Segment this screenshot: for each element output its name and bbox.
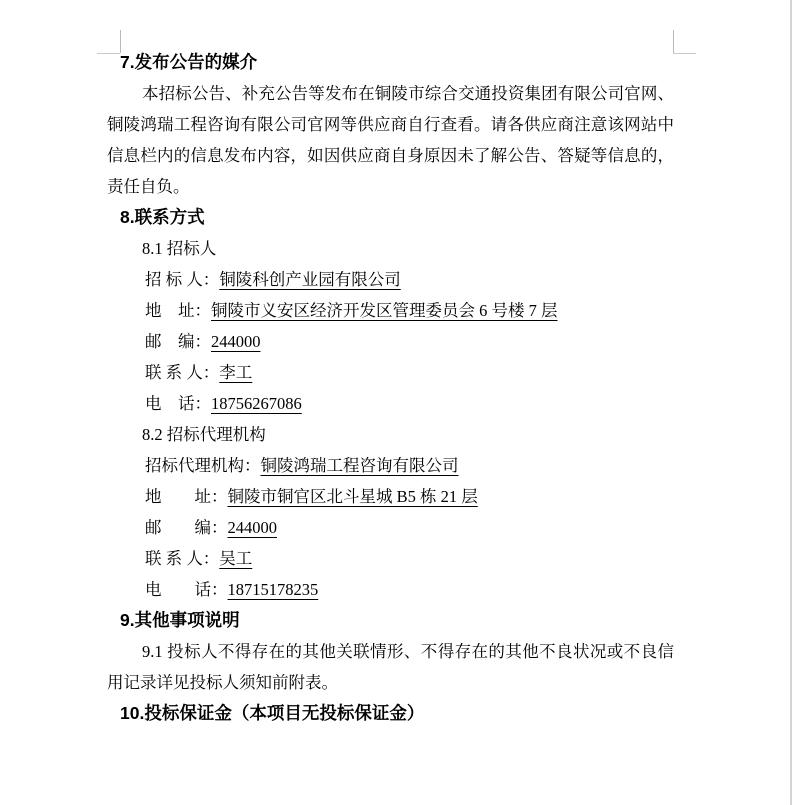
agency-contact-label: 联 系 人： xyxy=(145,549,220,568)
agency-name-row xyxy=(107,450,674,481)
tenderer-phone-row xyxy=(107,388,674,419)
section-7-paragraph: 本招标公告、补充公告等发布在铜陵市综合交通投资集团有限公司官网、铜陵鸿瑞工程咨询有限公司官网等供应商自行查看。请各供应商注意该网站中信息栏内的信息发布内容，如因供应商自身原因未了解公告、答疑等信息的，责任自负。 xyxy=(107,84,674,196)
agency-phone-value: 18715178235 xyxy=(227,580,319,599)
tenderer-contact-value: 李工 xyxy=(219,363,253,382)
agency-contact-value: 吴工 xyxy=(219,549,253,568)
tenderer-name-value: 铜陵科创产业园有限公司 xyxy=(219,270,401,289)
agency-name-label: 招标代理机构： xyxy=(145,456,261,475)
tenderer-phone-value: 18756267086 xyxy=(211,394,302,413)
agency-postcode-row xyxy=(107,512,674,543)
tenderer-name-row xyxy=(107,264,674,295)
tenderer-address-row xyxy=(107,295,674,326)
tenderer-address-value: 铜陵市义安区经济开发区管理委员会 6 号楼 7 层 xyxy=(211,301,558,320)
agency-phone-label: 电 话： xyxy=(145,580,228,599)
agency-contact-row xyxy=(107,543,674,574)
subsection-8-2-heading: 8.2 招标代理机构 xyxy=(142,425,266,444)
agency-name-value: 铜陵鸿瑞工程咨询有限公司 xyxy=(260,456,459,475)
document-page xyxy=(107,47,674,729)
tenderer-postcode-label: 邮 编： xyxy=(145,332,211,351)
section-10-heading: 10.投标保证金（本项目无投标保证金） xyxy=(120,703,425,723)
agency-postcode-value: 244000 xyxy=(227,518,277,537)
section-9-heading: 9.其他事项说明 xyxy=(120,610,240,630)
agency-address-value: 铜陵市铜官区北斗星城 B5 栋 21 层 xyxy=(227,487,478,506)
agency-address-label: 地 址： xyxy=(145,487,228,506)
page-edge-line xyxy=(790,0,792,805)
tenderer-phone-label: 电 话： xyxy=(145,394,211,413)
section-7-heading: 7.发布公告的媒介 xyxy=(120,52,258,72)
agency-postcode-label: 邮 编： xyxy=(145,518,228,537)
tenderer-name-label: 招 标 人： xyxy=(145,270,220,289)
tenderer-postcode-row xyxy=(107,326,674,357)
boundary-mark-horizontal xyxy=(673,53,696,54)
section-9-paragraph: 9.1 投标人不得存在的其他关联情形、不得存在的其他不良状况或不良信用记录详见投标人须知前附表。 xyxy=(107,642,674,692)
section-8-heading: 8.联系方式 xyxy=(120,207,205,227)
tenderer-address-label: 地 址： xyxy=(145,301,211,320)
tenderer-contact-label: 联 系 人： xyxy=(145,363,220,382)
agency-phone-row xyxy=(107,574,674,605)
agency-address-row xyxy=(107,481,674,512)
subsection-8-1-heading: 8.1 招标人 xyxy=(142,239,217,258)
tenderer-contact-row xyxy=(107,357,674,388)
tenderer-postcode-value: 244000 xyxy=(211,332,261,351)
